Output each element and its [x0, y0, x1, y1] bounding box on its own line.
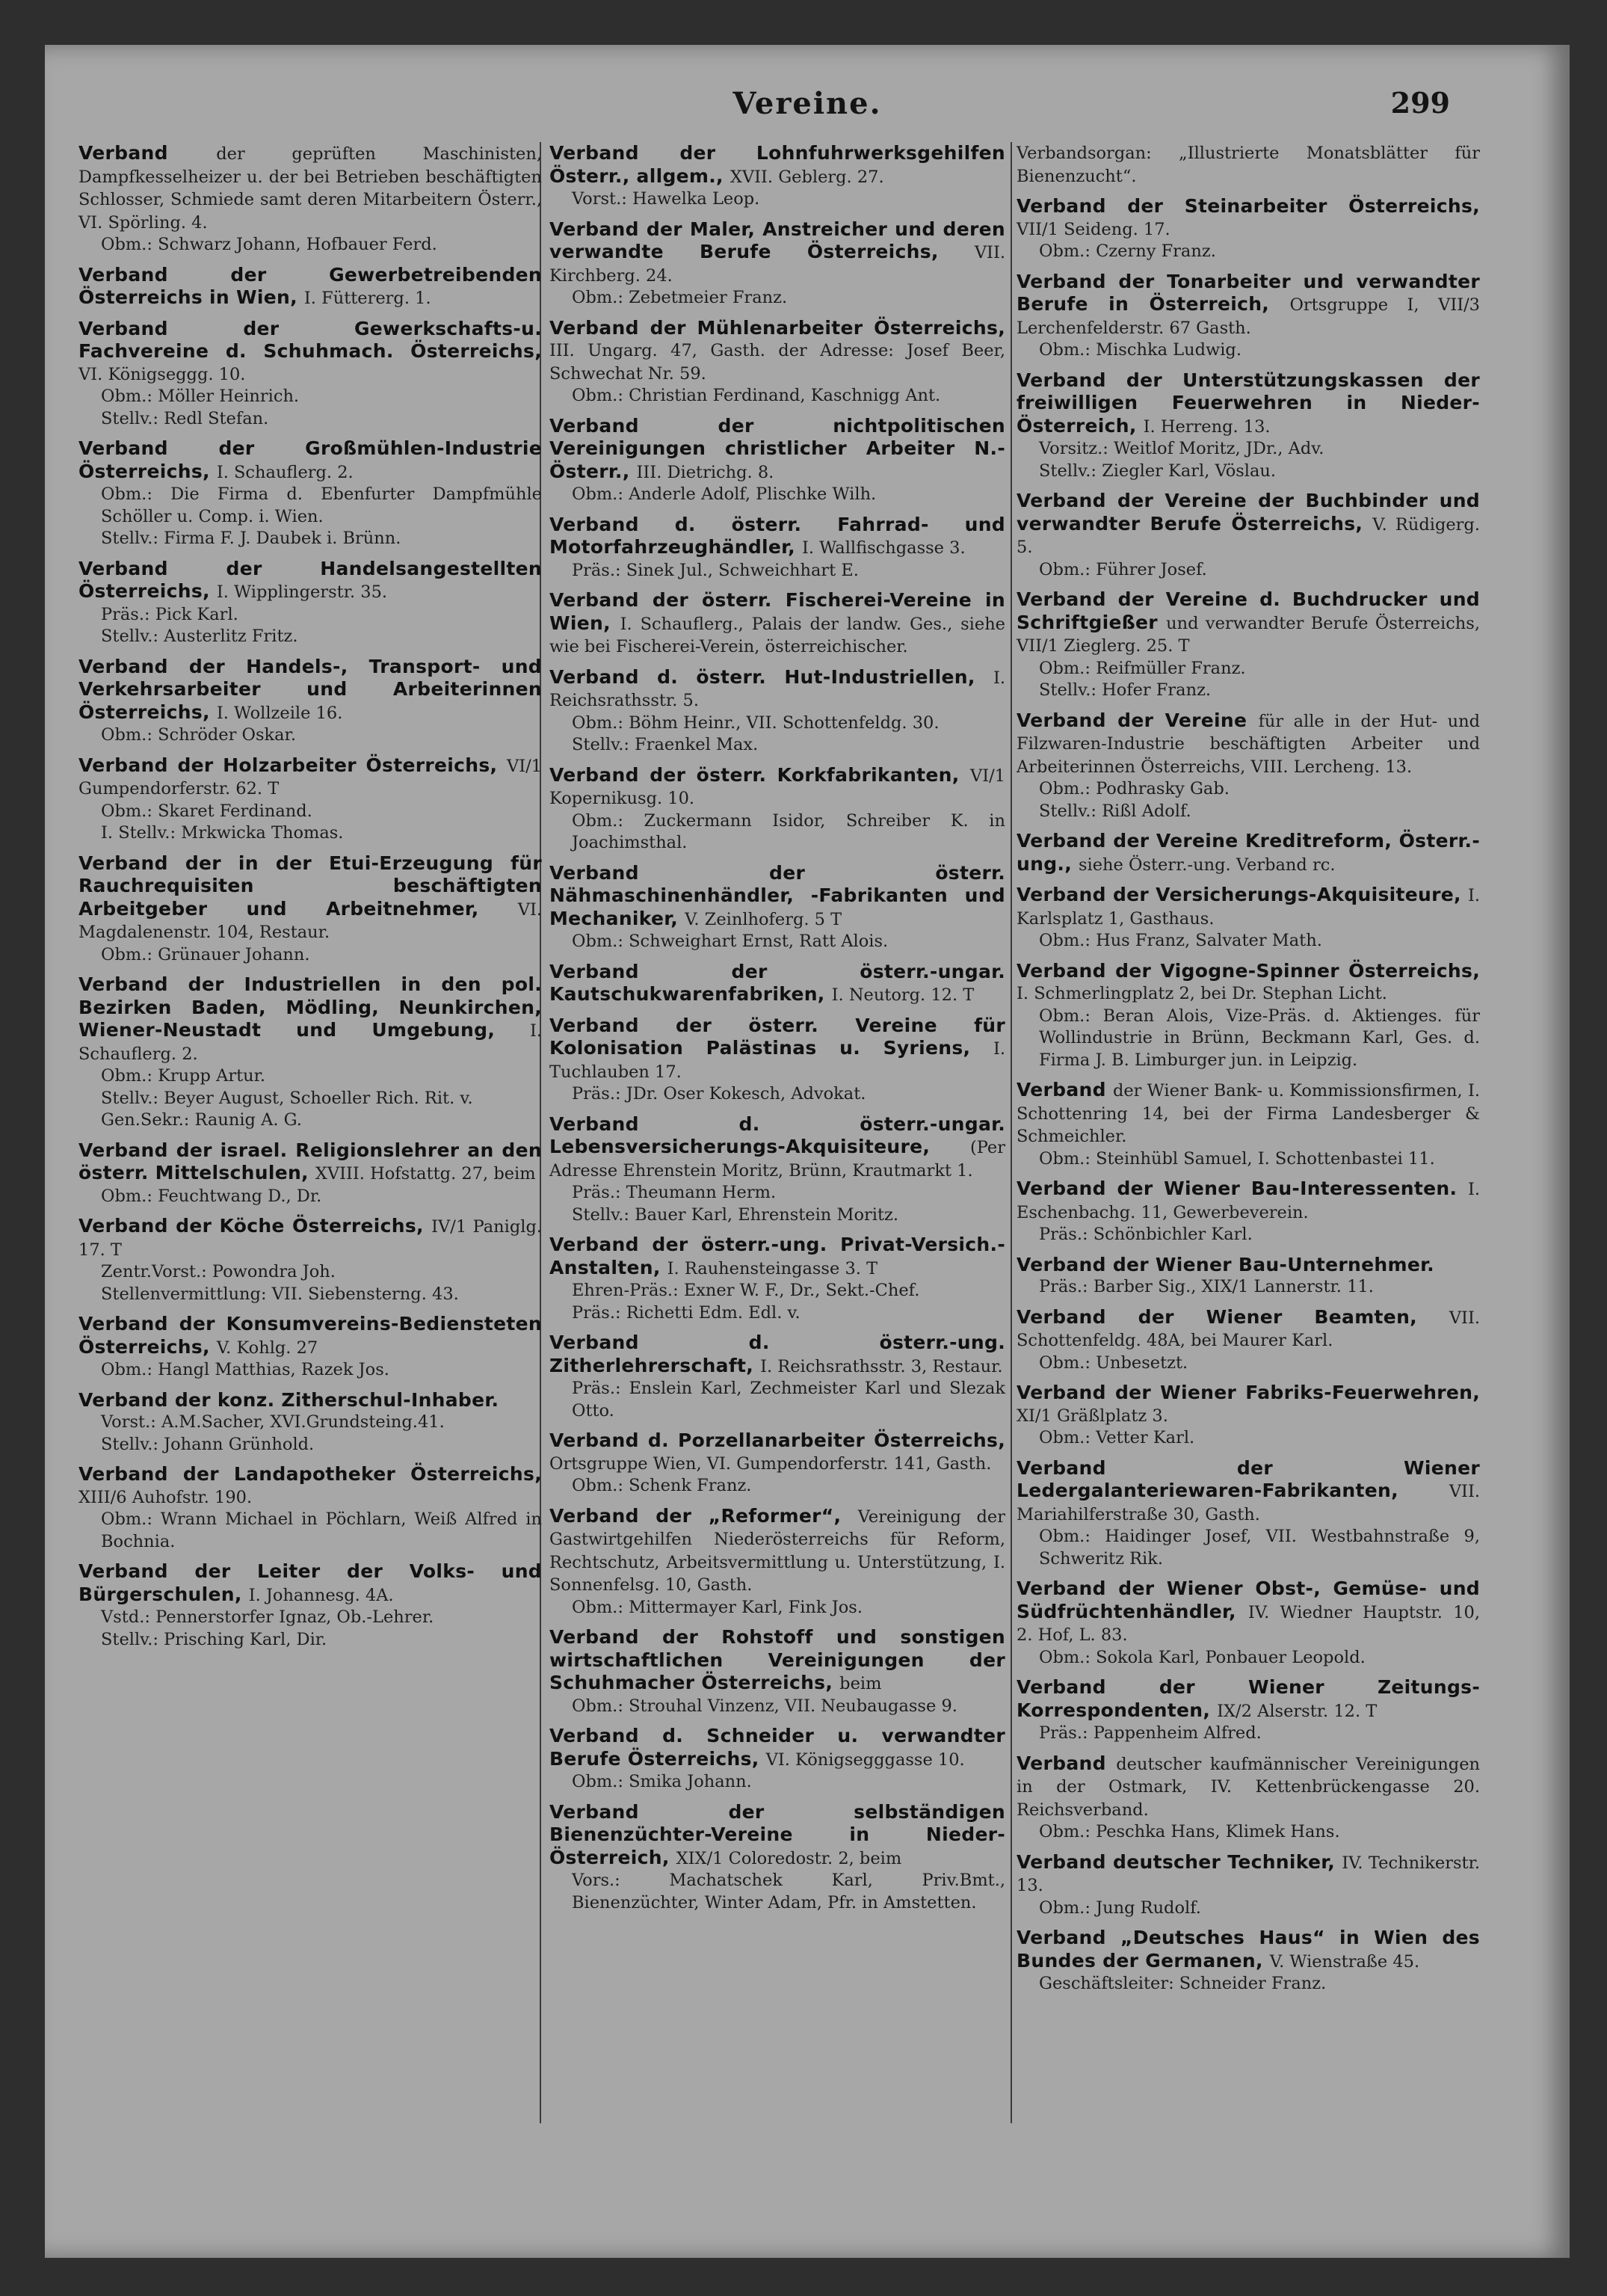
entry-address: IX/2 Alserstr. 12. T — [1217, 1701, 1378, 1721]
entry-officer: Stellv.: Beyer August, Schoeller Rich. Rit. v. — [101, 1088, 473, 1108]
entry-officer: Präs.: Schönbichler Karl. — [1039, 1225, 1253, 1244]
entry-name: Verband der Industriellen in den pol. Bezirken Baden, Mödling, Neunkirchen, Wiener-Neustadt und Umgebung, — [78, 973, 542, 1041]
entry-name: Verband — [1017, 1079, 1113, 1101]
entry-name: Verband der Konsumvereins-Bediensteten Österreichs, — [78, 1313, 542, 1358]
directory-entry — [1017, 1676, 1480, 1745]
entry-officer: Obm.: Zebetmeier Franz. — [572, 288, 788, 307]
entry-name: Verband d. österr. Fahrrad- und Motorfahrzeughändler, — [549, 513, 1005, 558]
entry-address: IV. Wiedner Hauptstr. 10, 2. Hof, L. 83. — [1017, 1602, 1480, 1645]
entry-address: beim — [839, 1674, 882, 1693]
entry-officer: Obm.: Smika Johann. — [572, 1772, 752, 1791]
directory-entry — [549, 1332, 1005, 1422]
entry-name: Verband der Holzarbeiter Österreichs, — [78, 754, 507, 776]
entry-officer: Obm.: Beran Alois, Vize-Präs. d. Aktienges. für Wollindustrie in Brünn, Beckmann Karl, Ges. d. Firma J. B. Limburger jun. in Leipzig. — [1039, 1006, 1480, 1070]
directory-entry — [549, 961, 1005, 1007]
entry-address: und verwandter Berufe Österreichs, VII/1 Zieglerg. 25. T — [1017, 613, 1480, 656]
directory-entry — [78, 558, 542, 648]
column-middle — [549, 142, 1005, 1921]
entry-name: Verband der Wiener Zeitungs-Korrespondenten, — [1017, 1676, 1480, 1721]
entry-name: Verband der Handels-, Transport- und Verkehrsarbeiter und Arbeiterinnen Österreichs, — [78, 655, 542, 723]
directory-entry — [1017, 369, 1480, 483]
entry-officer: Obm.: Mischka Ludwig. — [1039, 340, 1242, 360]
entry-name: Verband der israel. Religionslehrer an den österr. Mittelschulen, — [78, 1139, 542, 1184]
entry-address: (Per Adresse Ehrenstein Moritz, Brünn, Krautmarkt 1. — [549, 1138, 1005, 1181]
entry-name: Verband der Gewerkschafts-u. Fachvereine d. Schuhmach. Österreichs, — [78, 317, 542, 362]
entry-address: Vereinigung der Gastwirtgehilfen Niederösterreichs für Reform, Rechtschutz, Arbeitsvermittlung u. Unterstützung, I. Sonnenfelsg. 10, Gasth. — [549, 1506, 1005, 1595]
entry-officer: Obm.: Feuchtwang D., Dr. — [101, 1186, 322, 1206]
entry-officer: Obm.: Anderle Adolf, Plischke Wilh. — [572, 484, 877, 504]
entry-name: Verband der Leiter der Volks- und Bürgerschulen, — [78, 1560, 542, 1605]
entry-officer: Obm.: Steinhübl Samuel, I. Schottenbastei 11. — [1039, 1148, 1435, 1169]
directory-entry — [1017, 1306, 1480, 1375]
entry-officer: Stellv.: Ziegler Karl, Vöslau. — [1039, 461, 1277, 481]
entry-address: siehe Österr.-ung. Verband rc. — [1079, 855, 1336, 875]
entry-name: Verband „Deutsches Haus“ in Wien des Bundes der Germanen, — [1017, 1927, 1480, 1972]
directory-entry — [549, 317, 1005, 407]
entry-address: XVII. Geblerg. 27. — [730, 167, 884, 187]
entry-officer: Stellv.: Austerlitz Fritz. — [101, 627, 298, 646]
entry-name: Verband d. österr. Hut-Industriellen, — [549, 665, 993, 688]
entry-officer: Obm.: Wrann Michael in Pöchlarn, Weiß Alfred in Bochnia. — [101, 1509, 542, 1551]
entry-name: Verband — [1017, 1752, 1117, 1774]
entry-officer: Präs.: JDr. Oser Kokesch, Advokat. — [572, 1084, 866, 1104]
directory-entry — [1017, 1178, 1480, 1246]
entry-address: V. Kohlg. 27 — [216, 1338, 318, 1358]
entry-address: I. Herreng. 13. — [1143, 416, 1271, 437]
directory-entry — [1017, 710, 1480, 823]
directory-entry — [1017, 588, 1480, 702]
entry-address: für alle in der Hut- und Filzwaren-Industrie beschäftigten Arbeiter und Arbeiterinnen Österreichs, VIII. Lercheng. 13. — [1017, 711, 1480, 777]
entry-name: Verband der Vigogne-Spinner Österreichs, — [1017, 959, 1480, 982]
entry-officer: Vors.: Machatschek Karl, Priv.Bmt., Bienenzüchter, Winter Adam, Pfr. in Amstetten. — [572, 1871, 1005, 1912]
entry-address: XIX/1 Coloredostr. 2, beim — [676, 1848, 902, 1868]
directory-entry — [1017, 884, 1480, 952]
entry-name: Verband der in der Etui-Erzeugung für Rauchrequisiten beschäftigten Arbeitgeber und Arbeitnehmer, — [78, 852, 542, 920]
entry-address: IV/1 Paniglg. 17. T — [78, 1217, 542, 1260]
entry-name: Verband d. Porzellanarbeiter Österreichs, — [549, 1429, 1005, 1451]
directory-entry — [78, 656, 542, 747]
directory-entry — [78, 1313, 542, 1382]
entry-officer: Obm.: Grünauer Johann. — [101, 944, 310, 964]
directory-entry — [1017, 271, 1480, 362]
directory-entry — [549, 1505, 1005, 1619]
entry-officer: Obm.: Möller Heinrich. — [101, 387, 300, 406]
directory-entry — [78, 973, 542, 1132]
directory-entry — [78, 437, 542, 550]
page-header — [45, 86, 1540, 131]
entry-name: Verband der Wiener Bau-Unternehmer. — [1017, 1253, 1434, 1275]
entry-address: Ortsgruppe I, VII/3 Lerchenfelderstr. 67 Gasth. — [1017, 295, 1480, 338]
directory-entry — [549, 142, 1005, 211]
directory-entry — [78, 318, 542, 431]
entry-officer: Obm.: Vetter Karl. — [1039, 1428, 1195, 1447]
directory-entry — [549, 764, 1005, 855]
directory-entry — [549, 666, 1005, 757]
directory-entry — [1017, 490, 1480, 581]
entry-address: IV. Technikerstr. 13. — [1017, 1853, 1480, 1895]
entry-officer: Obm.: Führer Josef. — [1039, 559, 1207, 579]
directory-entry — [549, 1429, 1005, 1498]
directory-entry — [1017, 1578, 1480, 1669]
entry-address: VI. Königseggg. 10. — [78, 364, 246, 384]
entry-officer: Geschäftsleiter: Schneider Franz. — [1039, 1974, 1327, 1993]
entry-officer: Zentr.Vorst.: Powondra Joh. — [101, 1262, 336, 1281]
entry-address: Verbandsorgan: „Illustrierte Monatsblätter für Bienenzucht“. — [1017, 144, 1480, 186]
entry-address: der geprüften Maschinisten, Dampfkesselheizer u. der bei Betrieben beschäftigten Schlosser, Schmiede samt deren Mitarbeitern Österr., VI. Spörling. 4. — [78, 144, 543, 233]
directory-entry — [1017, 195, 1480, 263]
entry-name: Verband der Versicherungs-Akquisiteure, — [1017, 884, 1468, 905]
entry-officer: Obm.: Czerny Franz. — [1039, 241, 1216, 261]
entry-name: Verband der österr. Korkfabrikanten, — [549, 763, 970, 786]
entry-address: Ortsgruppe Wien, VI. Gumpendorferstr. 141, Gasth. — [549, 1453, 992, 1474]
entry-officer: Präs.: Theumann Herm. — [572, 1183, 777, 1202]
entry-address: VI/1 Gumpendorferstr. 62. T — [78, 756, 542, 798]
directory-entry — [1017, 830, 1480, 876]
entry-address: I. Rauhensteingasse 3. T — [667, 1258, 878, 1278]
directory-entry — [78, 1139, 542, 1208]
entry-officer: Stellv.: Prisching Karl, Dir. — [101, 1629, 327, 1649]
entry-address: V. Rüdigerg. 5. — [1017, 514, 1480, 557]
directory-entry — [549, 514, 1005, 582]
entry-address: VI. Magdalenenstr. 104, Restaur. — [78, 899, 542, 942]
entry-name: Verband der Vereine — [1017, 709, 1259, 731]
entry-address: XIII/6 Auhofstr. 190. — [78, 1487, 253, 1507]
entry-officer: Obm.: Mittermayer Karl, Fink Jos. — [572, 1597, 863, 1617]
directory-entry — [78, 1560, 542, 1651]
entry-name: Verband der „Reformer“, — [549, 1504, 858, 1527]
entry-officer: Präs.: Barber Sig., XIX/1 Lannerstr. 11. — [1039, 1277, 1374, 1296]
directory-entry — [549, 1113, 1005, 1227]
entry-address: I. Füttererg. 1. — [303, 289, 431, 308]
directory-entry — [549, 1015, 1005, 1106]
entry-address: III. Dietrichg. 8. — [636, 462, 774, 482]
entry-address: VII/1 Seideng. 17. — [1017, 219, 1170, 239]
entry-officer: Präs.: Sinek Jul., Schweichhart E. — [572, 560, 859, 580]
entry-name: Verband der österr. Vereine für Kolonisation Palästinas u. Syriens, — [549, 1014, 1005, 1059]
entry-address: deutscher kaufmännischer Vereinigungen in der Ostmark, IV. Kettenbrückengasse 20. Reichsverband. — [1017, 1754, 1480, 1820]
directory-entry — [549, 218, 1005, 310]
entry-address: VII. Schottenfeldg. 48A, bei Maurer Karl. — [1017, 1308, 1480, 1350]
entry-name: Verband d. österr.-ung. Zitherlehrerschaft, — [549, 1332, 1005, 1376]
entry-officer: Stellv.: Fraenkel Max. — [572, 735, 759, 754]
entry-officer: Obm.: Jung Rudolf. — [1039, 1898, 1201, 1918]
entry-officer: Stellv.: Bauer Karl, Ehrenstein Moritz. — [572, 1204, 899, 1225]
entry-name: Verband der Tonarbeiter und verwandter Berufe in Österreich, — [1017, 270, 1480, 315]
entry-name: Verband der Wiener Obst-, Gemüse- und Südfrüchtenhändler, — [1017, 1578, 1480, 1622]
directory-entry — [1017, 1382, 1480, 1450]
entry-officer: Obm.: Schröder Oskar. — [101, 725, 296, 745]
entry-name: Verband deutscher Techniker, — [1017, 1850, 1342, 1873]
entry-name: Verband der Steinarbeiter Österreichs, — [1017, 195, 1480, 217]
entry-name: Verband der Vereine d. Buchdrucker und Schriftgießer — [1017, 588, 1480, 633]
entry-address: I. Reichsrathsstr. 3, Restaur. — [760, 1356, 1003, 1376]
directory-entry — [549, 415, 1005, 506]
directory-entry — [1017, 1752, 1480, 1844]
entry-name: Verband der Gewerbetreibenden Österreichs in Wien, — [78, 263, 542, 308]
entry-address: der Wiener Bank- u. Kommissionsfirmen, I. Schottenring 14, bei der Firma Landesberger & Schmeichler. — [1017, 1081, 1480, 1146]
entry-address: I. Eschenbachg. 11, Gewerbeverein. — [1017, 1180, 1480, 1222]
entry-officer: Obm.: Unbesetzt. — [1039, 1352, 1188, 1373]
entry-officer: Obm.: Hus Franz, Salvater Math. — [1039, 931, 1322, 950]
entry-address: I. Karlsplatz 1, Gasthaus. — [1017, 886, 1480, 929]
entry-officer: Stellenvermittlung: VII. Siebensterng. 43. — [101, 1284, 459, 1304]
entry-name: Verband der Wiener Fabriks-Feuerwehren, — [1017, 1382, 1480, 1403]
entry-officer: Stellv.: Johann Grünhold. — [101, 1434, 315, 1454]
directory-entry — [1017, 1457, 1480, 1571]
entry-address: I. Reichsrathsstr. 5. — [549, 668, 1005, 710]
page-title: Vereine. — [732, 86, 882, 121]
entry-address: I. Wipplingerstr. 35. — [216, 582, 388, 602]
entry-name: Verband der Unterstützungskassen der freiwilligen Feuerwehren in Nieder-Österreich, — [1017, 369, 1480, 437]
entry-name: Verband der Handelsangestellten Österreichs, — [78, 557, 542, 602]
directory-entry — [78, 142, 542, 256]
entry-name: Verband der österr. Nähmaschinenhändler, -Fabrikanten und Mechaniker, — [549, 861, 1005, 929]
column-rule — [1011, 142, 1012, 2123]
entry-name: Verband der Wiener Ledergalanteriewaren-Fabrikanten, — [1017, 1456, 1480, 1501]
entry-officer: Obm.: Sokola Karl, Ponbauer Leopold. — [1039, 1647, 1366, 1667]
entry-name: Verband der Mühlenarbeiter Österreichs, — [549, 316, 1005, 339]
directory-entry — [1017, 1851, 1480, 1920]
entry-name: Verband der konz. Zitherschul-Inhaber. — [78, 1388, 499, 1411]
entry-name: Verband der Köche Österreichs, — [78, 1215, 432, 1237]
entry-officer: Vorsitz.: Weitlof Moritz, JDr., Adv. — [1039, 439, 1324, 458]
entry-officer: Vorst.: Hawelka Leop. — [572, 189, 760, 209]
entry-address: I. Schauflerg., Palais der landw. Ges., siehe wie bei Fischerei-Verein, österreichischer. — [549, 614, 1005, 656]
entry-officer: Obm.: Skaret Ferdinand. — [101, 801, 312, 821]
entry-address: I. Wollzeile 16. — [216, 703, 343, 723]
directory-entry — [549, 1725, 1005, 1794]
directory-entry — [549, 1801, 1005, 1915]
page-number: 299 — [1390, 86, 1450, 120]
entry-officer: Obm.: Haidinger Josef, VII. Westbahnstraße 9, Schweritz Rik. — [1039, 1527, 1480, 1569]
entry-address: XI/1 Gräßlplatz 3. — [1017, 1406, 1168, 1426]
entry-name: Verband d. österr.-ungar. Lebensversicherungs-Akquisiteure, — [549, 1112, 1005, 1157]
entry-name: Verband der Großmühlen-Industrie Österreichs, — [78, 437, 542, 482]
directory-entry — [78, 754, 542, 845]
entry-address: XVIII. Hofstattg. 27, beim — [315, 1164, 536, 1184]
entry-officer: Obm.: Krupp Artur. — [101, 1066, 266, 1086]
entry-officer: Gen.Sekr.: Raunig A. G. — [101, 1110, 302, 1130]
entry-address: I. Tuchlauben 17. — [549, 1039, 1005, 1082]
entry-name: Verband der Vereine Kreditreform, Österr.-ung., — [1017, 830, 1480, 875]
entry-officer: Obm.: Peschka Hans, Klimek Hans. — [1039, 1822, 1340, 1841]
entry-address: I. Wallfischgasse 3. — [801, 538, 966, 558]
entry-address: I. Schauflerg. 2. — [78, 1021, 542, 1064]
column-right — [1017, 142, 1480, 2003]
entry-officer: Obm.: Strouhal Vinzenz, VII. Neubaugasse 9. — [572, 1696, 957, 1716]
entry-officer: Obm.: Podhrasky Gab. — [1039, 779, 1230, 798]
directory-entry — [549, 862, 1005, 953]
entry-name: Verband der Wiener Bau-Interessenten. — [1017, 1178, 1468, 1199]
entry-name: Verband der österr. Fischerei-Vereine in Wien, — [549, 589, 1005, 634]
entry-officer: Präs.: Enslein Karl, Zechmeister Karl und Slezak Otto. — [572, 1379, 1005, 1421]
entry-officer: Obm.: Schwarz Johann, Hofbauer Ferd. — [101, 235, 437, 254]
entry-name: Verband der Landapotheker Österreichs, — [78, 1463, 542, 1485]
directory-entry — [1017, 1079, 1480, 1170]
directory-entry — [78, 1389, 542, 1456]
entry-name: Verband der österr.-ung. Privat-Versich.-Anstalten, — [549, 1234, 1005, 1278]
directory-entry — [1017, 960, 1480, 1072]
entry-officer: Obm.: Die Firma d. Ebenfurter Dampfmühle Schöller u. Comp. i. Wien. — [101, 484, 542, 526]
directory-entry — [78, 852, 542, 967]
entry-officer: Stellv.: Firma F. J. Daubek i. Brünn. — [101, 529, 401, 548]
book-page — [45, 45, 1570, 2258]
entry-officer: Ehren-Präs.: Exner W. F., Dr., Sekt.-Chef. — [572, 1281, 920, 1300]
entry-address: III. Ungarg. 47, Gasth. der Adresse: Josef Beer, Schwechat Nr. 59. — [549, 341, 1005, 384]
entry-officer: Obm.: Zuckermann Isidor, Schreiber K. in Joachimsthal. — [572, 810, 1005, 852]
entry-name: Verband d. Schneider u. verwandter Berufe Österreichs, — [549, 1725, 1005, 1770]
directory-entry — [549, 1626, 1005, 1717]
entry-officer: Präs.: Pick Karl. — [101, 604, 238, 624]
entry-address: V. Zeinlhoferg. 5 T — [685, 909, 842, 929]
entry-name: Verband der Lohnfuhrwerksgehilfen Österr., allgem., — [549, 142, 1005, 187]
entry-name: Verband der Maler, Anstreicher und deren verwandte Berufe Österreichs, — [549, 218, 1005, 262]
directory-entry — [549, 589, 1005, 659]
directory-entry — [549, 1234, 1005, 1324]
entry-address: I. Johannesg. 4A. — [248, 1585, 394, 1605]
entry-name: Verband der selbständigen Bienenzüchter-Vereine in Nieder-Österreich, — [549, 1800, 1005, 1868]
entry-officer: Obm.: Hangl Matthias, Razek Jos. — [101, 1360, 389, 1379]
entry-officer: Stellv.: Redl Stefan. — [101, 408, 269, 428]
entry-address: I. Schauflerg. 2. — [216, 462, 354, 482]
directory-entry — [1017, 1254, 1480, 1299]
entry-officer: Vorst.: A.M.Sacher, XVI.Grundsteing.41. — [101, 1412, 445, 1432]
directory-entry — [78, 1215, 542, 1305]
entry-officer: Präs.: Richetti Edm. Edl. v. — [572, 1302, 801, 1323]
entry-officer: Obm.: Böhm Heinr., VII. Schottenfeldg. 30. — [572, 713, 940, 733]
entry-officer: Präs.: Pappenheim Alfred. — [1039, 1723, 1262, 1743]
entry-name: Verband der Rohstoff und sonstigen wirtschaftlichen Vereinigungen der Schuhmacher Österreichs, — [549, 1626, 1005, 1693]
entry-officer: Obm.: Christian Ferdinand, Kaschnigg Ant. — [572, 386, 941, 405]
entry-address: VII. Kirchberg. 24. — [549, 243, 1005, 286]
directory-entry — [1017, 1927, 1480, 1995]
entry-name: Verband der nichtpolitischen Vereinigungen christlicher Arbeiter N.-Österr., — [549, 414, 1005, 482]
entry-officer: Obm.: Schweighart Ernst, Ratt Alois. — [572, 932, 889, 951]
column-left — [78, 142, 542, 1658]
entry-name: Verband der Vereine der Buchbinder und verwandter Berufe Österreichs, — [1017, 490, 1480, 535]
directory-entry — [78, 264, 542, 310]
entry-officer: Stellv.: Rißl Adolf. — [1039, 801, 1191, 821]
entry-address: VI. Königsegggasse 10. — [765, 1749, 965, 1770]
entry-name: Verband — [78, 142, 217, 164]
entry-officer: Stellv.: Hofer Franz. — [1039, 680, 1212, 700]
entry-name: Verband der Wiener Beamten, — [1017, 1305, 1449, 1328]
directory-entry — [1017, 142, 1480, 188]
entry-name: Verband der österr.-ungar. Kautschukwarenfabriken, — [549, 960, 1005, 1005]
entry-officer: Obm.: Reifmüller Franz. — [1039, 658, 1246, 678]
directory-entry — [78, 1463, 542, 1553]
entry-address: V. Wienstraße 45. — [1269, 1951, 1420, 1972]
entry-officer: Obm.: Schenk Franz. — [572, 1476, 752, 1495]
entry-address: I. Schmerlingplatz 2, bei Dr. Stephan Licht. — [1017, 984, 1387, 1003]
entry-address: VI/1 Kopernikusg. 10. — [549, 766, 1005, 808]
entry-address: VII. Mariahilferstraße 30, Gasth. — [1017, 1482, 1480, 1524]
entry-officer: Vstd.: Pennerstorfer Ignaz, Ob.-Lehrer. — [101, 1607, 434, 1627]
entry-officer: I. Stellv.: Mrkwicka Thomas. — [101, 823, 344, 843]
entry-address: I. Neutorg. 12. T — [831, 985, 975, 1005]
